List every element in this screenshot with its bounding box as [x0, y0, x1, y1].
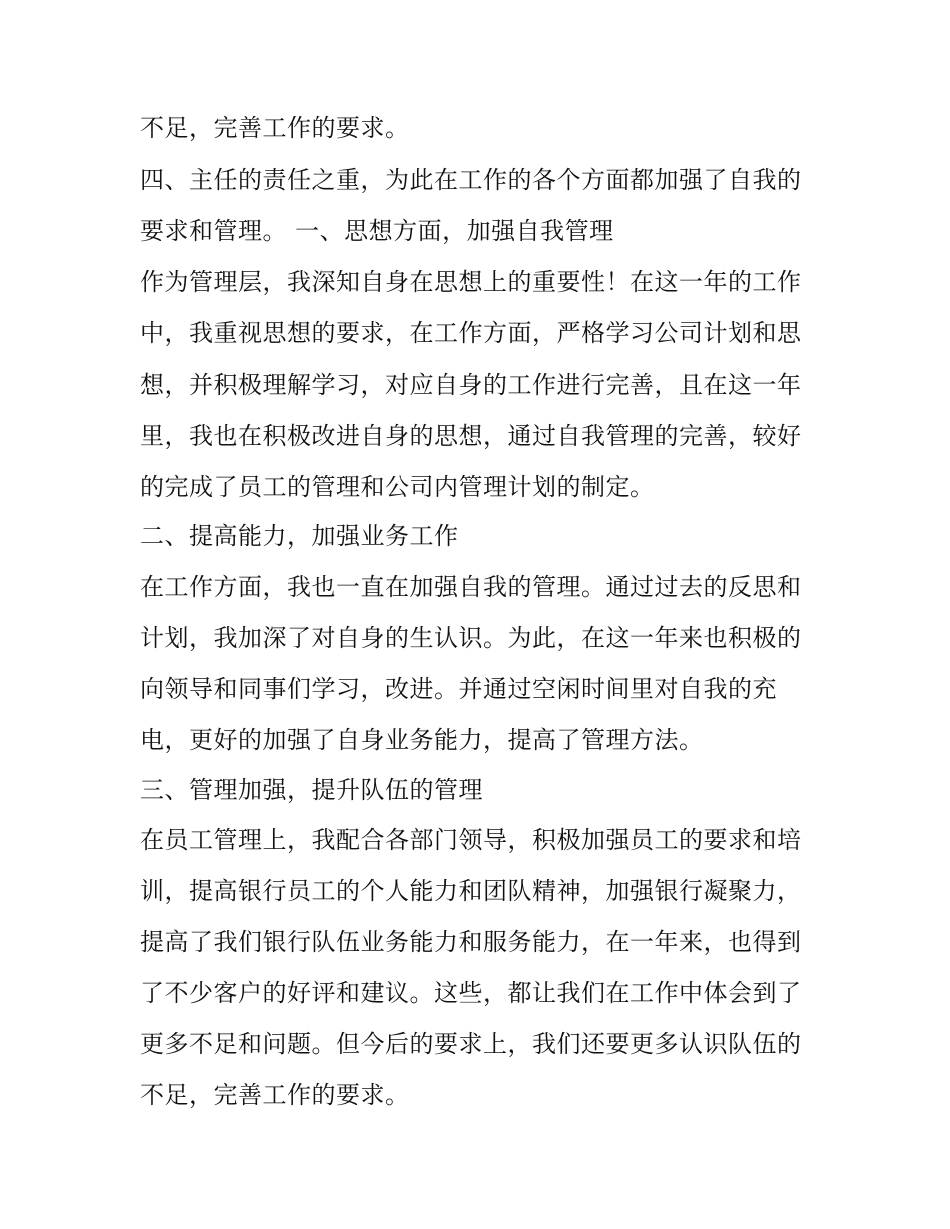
text-line: 里，我也在积极改进自身的思想，通过自我管理的完善，较好 — [140, 422, 802, 450]
text-line: 的完成了员工的管理和公司内管理计划的制定。 — [140, 473, 655, 501]
text-line: 向领导和同事们学习，改进。并通过空闲时间里对自我的充 — [140, 675, 777, 703]
text-line: 了不少客户的好评和建议。这些，都让我们在工作中体会到了 — [140, 979, 802, 1007]
text-line: 不足，完善工作的要求。 — [140, 114, 410, 142]
section-heading: 三、管理加强，提升队伍的管理 — [140, 776, 483, 804]
text-line: 训，提高银行员工的个人能力和团队精神，加强银行凝聚力， — [140, 877, 802, 905]
text-line: 不足，完善工作的要求。 — [140, 1081, 410, 1109]
text-line: 提高了我们银行队伍业务能力和服务能力，在一年来，也得到 — [140, 928, 802, 956]
text-line: 在员工管理上，我配合各部门领导，积极加强员工的要求和培 — [140, 826, 802, 854]
text-line: 想，并积极理解学习，对应自身的工作进行完善，且在这一年 — [140, 371, 802, 399]
text-line: 在工作方面，我也一直在加强自我的管理。通过过去的反思和 — [140, 573, 802, 601]
text-line: 中，我重视思想的要求，在工作方面，严格学习公司计划和思 — [140, 319, 802, 347]
text-line: 计划，我加深了对自身的生认识。为此，在这一年来也积极的 — [140, 624, 802, 652]
text-line: 作为管理层，我深知自身在思想上的重要性！在这一年的工作 — [140, 268, 802, 296]
text-line: 四、主任的责任之重，为此在工作的各个方面都加强了自我的 — [140, 166, 802, 194]
text-line: 电，更好的加强了自身业务能力，提高了管理方法。 — [140, 726, 704, 754]
text-line: 更多不足和问题。但今后的要求上，我们还要更多认识队伍的 — [140, 1030, 802, 1058]
section-heading: 二、提高能力，加强业务工作 — [140, 522, 459, 550]
text-line: 要求和管理。 一、思想方面，加强自我管理 — [140, 217, 614, 245]
